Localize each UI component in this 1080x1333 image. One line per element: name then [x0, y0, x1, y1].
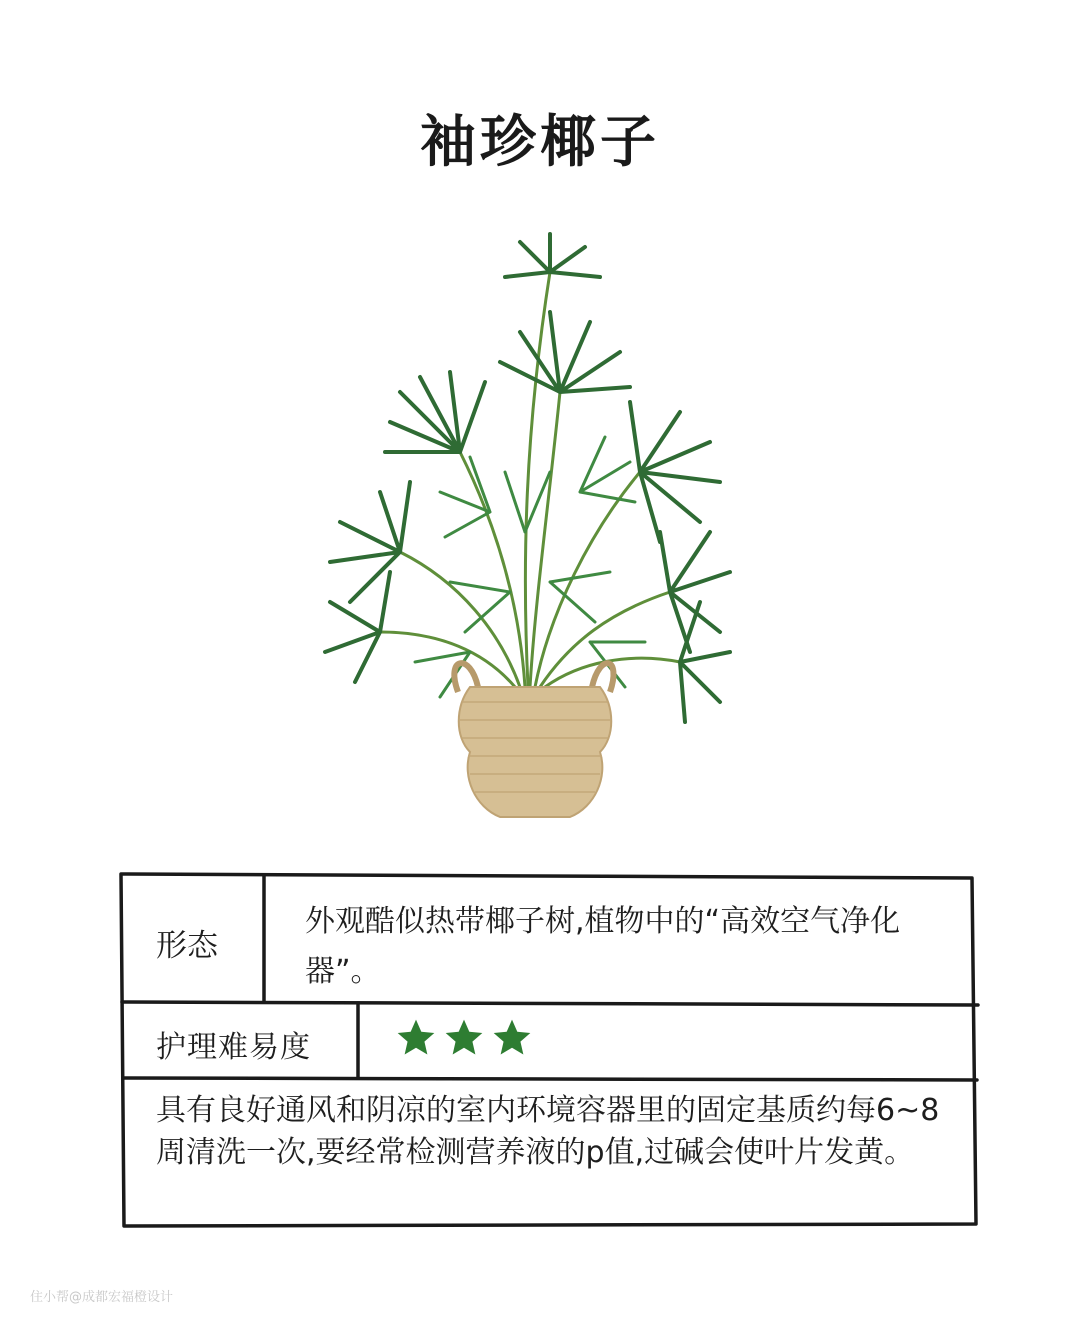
star-icon [442, 1016, 486, 1060]
form-description: 外观酷似热带椰子树,植物中的“高效空气净化器”。 [305, 904, 901, 989]
palm-plant-image [310, 232, 740, 832]
watermark: 住小帮@成都宏福橙设计 [30, 1290, 174, 1305]
care-difficulty-rating [394, 1016, 534, 1060]
form-label: 形态 [156, 928, 218, 964]
page-title: 袖珍椰子 [420, 110, 660, 175]
star-icon [490, 1016, 534, 1060]
care-difficulty-label: 护理难易度 [156, 1030, 311, 1065]
star-icon [394, 1016, 438, 1060]
care-description: 具有良好通风和阴凉的室内环境容器里的固定基质约每6~8周清洗一次,要经常检测营养液的p值,过碱会使叶片发黄。 [156, 1093, 940, 1170]
